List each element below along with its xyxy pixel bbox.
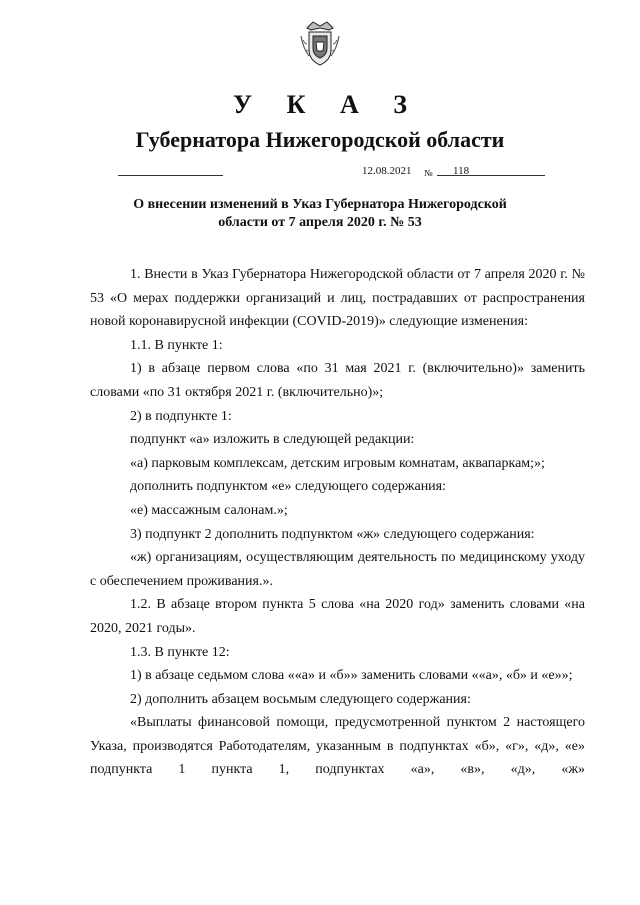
paragraph: подпункт «а» изложить в следующей редакции:: [130, 432, 415, 448]
paragraph: 1) в абзаце седьмом слова ««а» и «б»» заменить словами ««а», «б» и «е»»;: [130, 668, 573, 684]
paragraph: «е) массажным салонам.»;: [130, 502, 288, 518]
document-date: 12.08.2021: [362, 165, 412, 177]
paragraph: «Выплаты финансовой помощи, предусмотренной пунктом 2 настоящего Указа, производятся Работодателям, указанным в подпунктах «б», «г», «д», «е» подпункта 1 пункта 1, подпунктах «а», «в», «д», «ж»: [90, 715, 585, 778]
paragraph: 3) подпункт 2 дополнить подпунктом «ж» следующего содержания:: [130, 526, 535, 542]
paragraph: дополнить подпунктом «е» следующего содержания:: [130, 479, 447, 495]
document-number: 118: [453, 165, 470, 177]
paragraph: «ж) организациям, осуществляющим деятельность по медицинскому уходу с обеспечением проживания.».: [90, 550, 585, 589]
nizhny-novgorod-coat-of-arms-icon: [299, 18, 341, 68]
document-issuer: Губернатора Нижегородской области: [135, 127, 505, 152]
paragraph: «а) парковым комплексам, детским игровым комнатам, аквапаркам;»;: [130, 455, 545, 471]
paragraph: 2) в подпункте 1:: [130, 408, 232, 424]
number-label: №: [424, 168, 433, 178]
document-body: [90, 263, 585, 782]
paragraph: 1.2. В абзаце втором пункта 5 слова «на 2020 год» заменить словами «на 2020, 2021 годы».: [90, 597, 585, 636]
heading-line: О внесении изменений в Указ Губернатора Нижегородской: [133, 197, 507, 212]
document-heading: [90, 196, 550, 232]
document-title: У К А З: [233, 90, 421, 119]
heading-line: области от 7 апреля 2020 г. № 53: [218, 215, 422, 230]
date-underline-left: [118, 175, 223, 176]
paragraph: 1.1. В пункте 1:: [130, 337, 223, 353]
paragraph: 1. Внести в Указ Губернатора Нижегородской области от 7 апреля 2020 г. № 53 «О мерах поддержки организаций и лиц, пострадавших от распространения новой коронавирусной инфекции (COVID-2019)» следующие изменения:: [90, 267, 585, 330]
paragraph: 1) в абзаце первом слова «по 31 мая 2021 г. (включительно)» заменить словами «по 31 октября 2021 г. (включительно)»;: [90, 361, 585, 400]
paragraph: 1.3. В пункте 12:: [130, 644, 230, 660]
paragraph: 2) дополнить абзацем восьмым следующего содержания:: [130, 691, 471, 707]
